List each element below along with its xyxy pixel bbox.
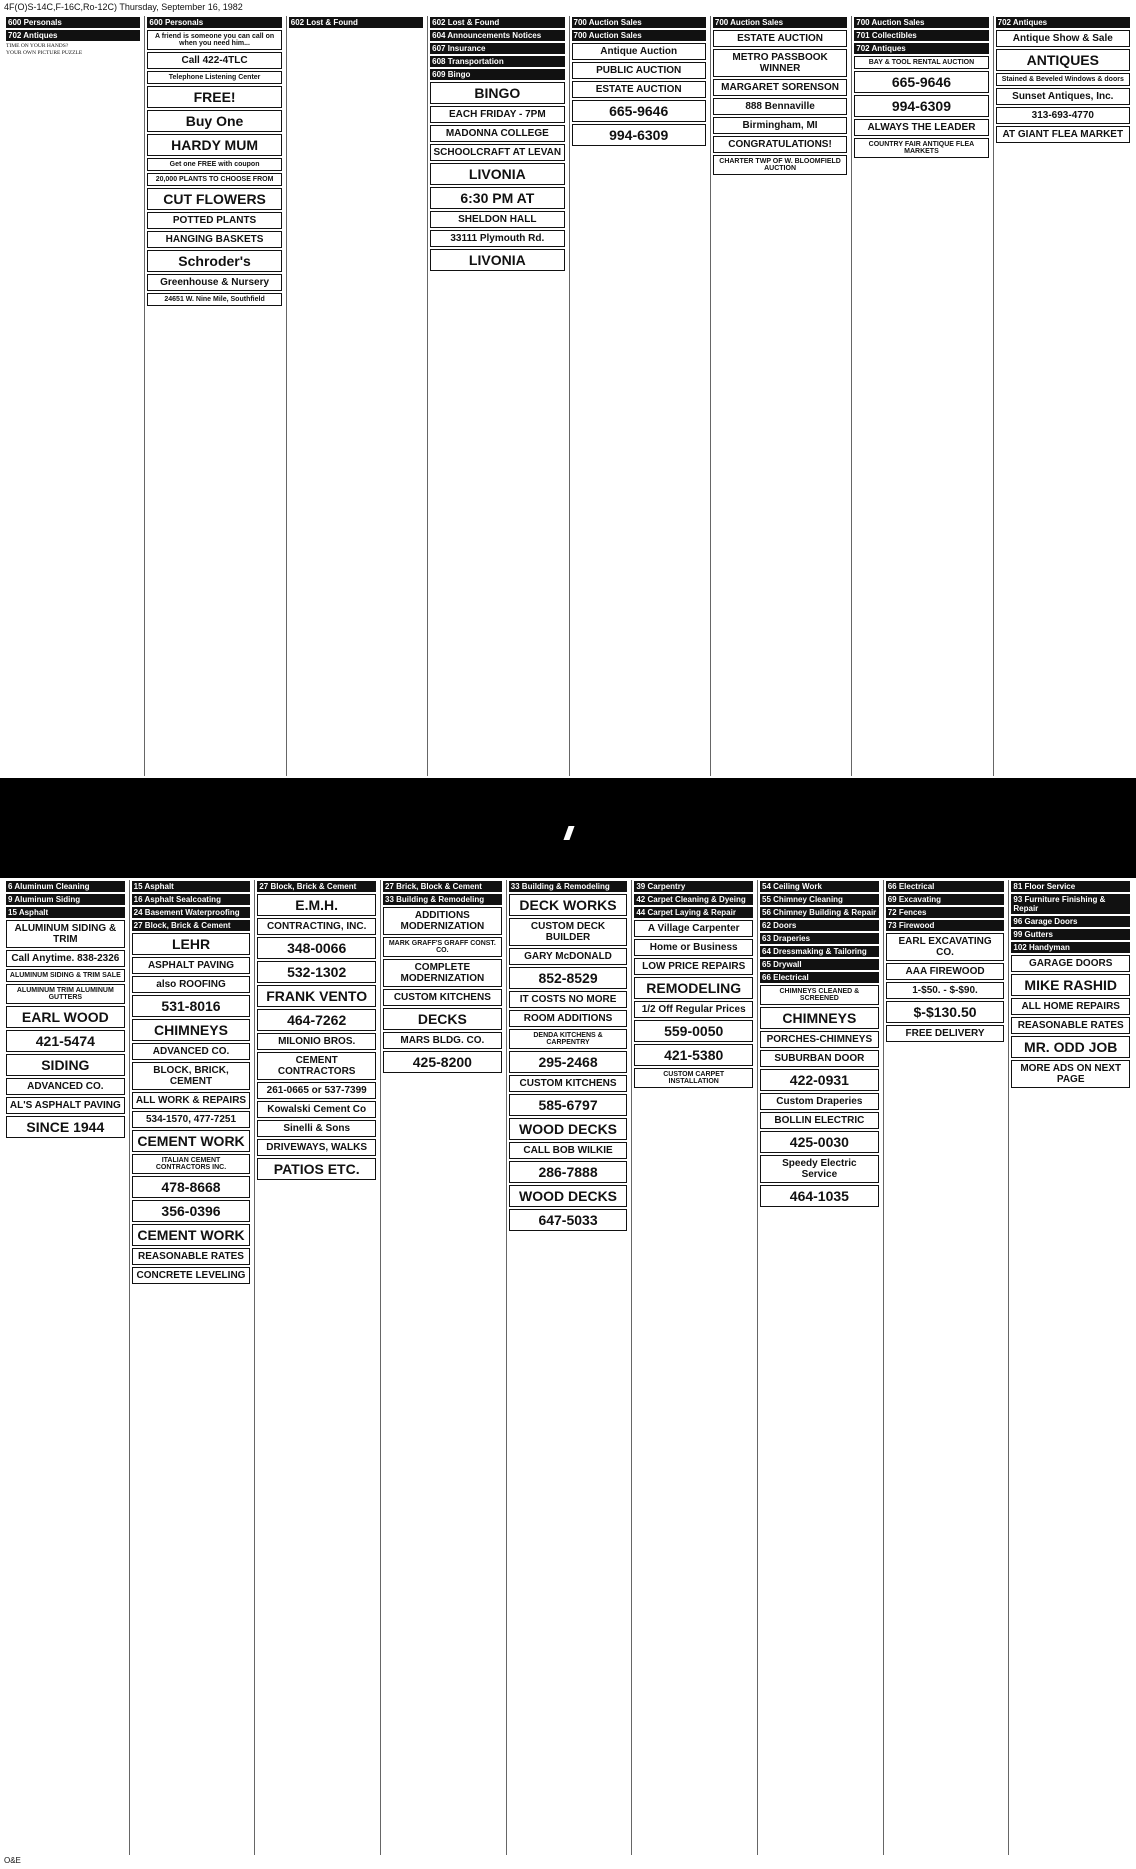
display-ad: METRO PASSBOOK WINNER <box>713 49 847 77</box>
display-ad: 425-0030 <box>760 1131 879 1153</box>
masthead-text: 4F(O)S-14C,F-16C,Ro-12C) Thursday, September 16, 1982 <box>4 2 243 12</box>
display-ad: 6:30 PM AT <box>430 187 564 209</box>
display-ad: 20,000 PLANTS TO CHOOSE FROM <box>147 173 281 186</box>
footer-text: O&E <box>4 1856 21 1865</box>
display-ad: Antique Auction <box>572 43 706 60</box>
display-ad: ALL HOME REPAIRS <box>1011 998 1130 1015</box>
display-ad: 585-6797 <box>509 1094 628 1116</box>
display-ad: Greenhouse & Nursery <box>147 274 281 291</box>
display-ad: Sunset Antiques, Inc. <box>996 88 1130 105</box>
top-column <box>427 16 566 776</box>
display-ad: Speedy Electric Service <box>760 1155 879 1183</box>
display-ad: ESTATE AUCTION <box>572 81 706 98</box>
display-ad: Antique Show & Sale <box>996 30 1130 47</box>
section-header: 602 Lost & Found <box>289 17 423 28</box>
display-ad: COMPLETE MODERNIZATION <box>383 959 502 987</box>
section-header: 33 Building & Remodeling <box>383 894 502 905</box>
display-ad: EARL EXCAVATING CO. <box>886 933 1005 961</box>
display-ad: CONGRATULATIONS! <box>713 136 847 153</box>
display-ad: CHARTER TWP OF W. BLOOMFIELD AUCTION <box>713 155 847 175</box>
display-ad: 464-7262 <box>257 1009 376 1031</box>
display-ad: DRIVEWAYS, WALKS <box>257 1139 376 1156</box>
page-footer <box>4 1856 21 1865</box>
masthead <box>4 2 1132 16</box>
display-ad: DENDA KITCHENS & CARPENTRY <box>509 1029 628 1049</box>
display-ad: Sinelli & Sons <box>257 1120 376 1137</box>
display-ad: IT COSTS NO MORE <box>509 991 628 1008</box>
display-ad: A Village Carpenter <box>634 920 753 937</box>
display-ad: AL'S ASPHALT PAVING <box>6 1097 125 1114</box>
display-ad: 286-7888 <box>509 1161 628 1183</box>
display-ad: 348-0066 <box>257 937 376 959</box>
display-ad: 421-5474 <box>6 1030 125 1052</box>
display-ad: BOLLIN ELECTRIC <box>760 1112 879 1129</box>
bottom-classifieds <box>4 880 1132 1855</box>
display-ad: Schroder's <box>147 250 281 272</box>
display-ad: LIVONIA <box>430 163 564 185</box>
display-ad: MARS BLDG. CO. <box>383 1032 502 1049</box>
display-ad: 261-0665 or 537-7399 <box>257 1082 376 1099</box>
display-ad: ESTATE AUCTION <box>713 30 847 47</box>
display-ad: 425-8200 <box>383 1051 502 1073</box>
section-header: 700 Auction Sales <box>572 30 706 41</box>
display-ad: HANGING BASKETS <box>147 231 281 248</box>
display-ad: CUSTOM KITCHENS <box>383 989 502 1006</box>
display-ad: 532-1302 <box>257 961 376 983</box>
section-header: 44 Carpet Laying & Repair <box>634 907 753 918</box>
display-ad: Custom Draperies <box>760 1093 879 1110</box>
display-ad: CALL BOB WILKIE <box>509 1142 628 1159</box>
section-header: 55 Chimney Cleaning <box>760 894 879 905</box>
display-ad: 295-2468 <box>509 1051 628 1073</box>
display-ad: MARK GRAFF'S GRAFF CONST. CO. <box>383 937 502 957</box>
top-column <box>851 16 990 776</box>
display-ad: CEMENT WORK <box>132 1130 251 1152</box>
section-header: 62 Doors <box>760 920 879 931</box>
top-column <box>710 16 849 776</box>
section-header: 701 Collectibles <box>854 30 988 41</box>
display-ad: 665-9646 <box>854 71 988 93</box>
section-header: 9 Aluminum Siding <box>6 894 125 905</box>
section-header: 72 Fences <box>886 907 1005 918</box>
display-ad: 313-693-4770 <box>996 107 1130 124</box>
bottom-column <box>254 880 378 1855</box>
display-ad: GARAGE DOORS <box>1011 955 1130 972</box>
section-header: 602 Lost & Found <box>430 17 564 28</box>
display-ad: 1/2 Off Regular Prices <box>634 1001 753 1018</box>
display-ad: CUSTOM DECK BUILDER <box>509 918 628 946</box>
display-ad: 994-6309 <box>854 95 988 117</box>
display-ad: HARDY MUM <box>147 134 281 156</box>
display-ad: ALL WORK & REPAIRS <box>132 1092 251 1109</box>
display-ad: 356-0396 <box>132 1200 251 1222</box>
display-ad: Telephone Listening Center <box>147 71 281 84</box>
display-ad: ALUMINUM SIDING & TRIM SALE <box>6 969 125 982</box>
bottom-column <box>129 880 253 1855</box>
section-header: 604 Announcements Notices <box>430 30 564 41</box>
display-ad: FREE! <box>147 86 281 108</box>
classified-note: YOUR OWN PICTURE PUZZLE <box>6 49 83 56</box>
display-ad: CONCRETE LEVELING <box>132 1267 251 1284</box>
display-ad: LOW PRICE REPAIRS <box>634 958 753 975</box>
section-header: 65 Drywall <box>760 959 879 970</box>
section-header: 600 Personals <box>147 17 281 28</box>
display-ad: MILONIO BROS. <box>257 1033 376 1050</box>
display-ad: ITALIAN CEMENT CONTRACTORS INC. <box>132 1154 251 1174</box>
section-header: 93 Furniture Finishing & Repair <box>1011 894 1130 914</box>
display-ad: Call 422-4TLC <box>147 52 281 69</box>
display-ad: also ROOFING <box>132 976 251 993</box>
display-ad: FREE DELIVERY <box>886 1025 1005 1042</box>
display-ad: EARL WOOD <box>6 1006 125 1028</box>
display-ad: DECKS <box>383 1008 502 1030</box>
display-ad: 531-8016 <box>132 995 251 1017</box>
display-ad: 647-5033 <box>509 1209 628 1231</box>
display-ad: Get one FREE with coupon <box>147 158 281 171</box>
section-header: 700 Auction Sales <box>713 17 847 28</box>
display-ad: MR. ODD JOB <box>1011 1036 1130 1058</box>
display-ad: Stained & Beveled Windows & doors <box>996 73 1130 86</box>
display-ad: CUSTOM KITCHENS <box>509 1075 628 1092</box>
display-ad: ROOM ADDITIONS <box>509 1010 628 1027</box>
top-column <box>4 16 142 776</box>
section-header: 69 Excavating <box>886 894 1005 905</box>
section-header: 56 Chimney Building & Repair <box>760 907 879 918</box>
display-ad: CONTRACTING, INC. <box>257 918 376 935</box>
display-ad: CHIMNEYS CLEANED & SCREENED <box>760 985 879 1005</box>
section-header: 99 Gutters <box>1011 929 1130 940</box>
display-ad: BINGO <box>430 82 564 104</box>
display-ad: 559-0050 <box>634 1020 753 1042</box>
display-ad: ADDITIONS MODERNIZATION <box>383 907 502 935</box>
display-ad: ASPHALT PAVING <box>132 957 251 974</box>
section-header: 700 Auction Sales <box>854 17 988 28</box>
display-ad: $-$130.50 <box>886 1001 1005 1023</box>
display-ad: PATIOS ETC. <box>257 1158 376 1180</box>
section-header: 608 Transportation <box>430 56 564 67</box>
display-ad: Kowalski Cement Co <box>257 1101 376 1118</box>
display-ad: BLOCK, BRICK, CEMENT <box>132 1062 251 1090</box>
section-header: 42 Carpet Cleaning & Dyeing <box>634 894 753 905</box>
section-header: 81 Floor Service <box>1011 881 1130 892</box>
bottom-column <box>1008 880 1132 1855</box>
section-header: 54 Ceiling Work <box>760 881 879 892</box>
display-ad: 994-6309 <box>572 124 706 146</box>
display-ad: LEHR <box>132 933 251 955</box>
display-ad: 665-9646 <box>572 100 706 122</box>
display-ad: A friend is someone you can call on when you need him... <box>147 30 281 50</box>
display-ad: MIKE RASHID <box>1011 974 1130 996</box>
display-ad: CUT FLOWERS <box>147 188 281 210</box>
section-header: 66 Electrical <box>760 972 879 983</box>
section-header: 33 Building & Remodeling <box>509 881 628 892</box>
display-ad: SIDING <box>6 1054 125 1076</box>
display-ad: MARGARET SORENSON <box>713 79 847 96</box>
bottom-column <box>883 880 1007 1855</box>
section-header: 27 Brick, Block & Cement <box>383 881 502 892</box>
bottom-column <box>4 880 127 1855</box>
section-header: 16 Asphalt Sealcoating <box>132 894 251 905</box>
display-ad: PORCHES-CHIMNEYS <box>760 1031 879 1048</box>
display-ad: ALWAYS THE LEADER <box>854 119 988 136</box>
display-ad: REASONABLE RATES <box>1011 1017 1130 1034</box>
display-ad: DECK WORKS <box>509 894 628 916</box>
display-ad: ANTIQUES <box>996 49 1130 71</box>
display-ad: Call Anytime. 838-2326 <box>6 950 125 967</box>
section-header: 702 Antiques <box>6 30 140 41</box>
bottom-column <box>631 880 755 1855</box>
display-ad: REMODELING <box>634 977 753 999</box>
display-ad: LIVONIA <box>430 249 564 271</box>
display-ad: WOOD DECKS <box>509 1118 628 1140</box>
section-header: 102 Handyman <box>1011 942 1130 953</box>
section-header: 27 Block, Brick & Cement <box>132 920 251 931</box>
display-ad: 534-1570, 477-7251 <box>132 1111 251 1128</box>
display-ad: MORE ADS ON NEXT PAGE <box>1011 1060 1130 1088</box>
display-ad: CUSTOM CARPET INSTALLATION <box>634 1068 753 1088</box>
display-ad: SCHOOLCRAFT AT LEVAN <box>430 144 564 161</box>
section-header: 96 Garage Doors <box>1011 916 1130 927</box>
top-column <box>144 16 283 776</box>
display-ad: 24651 W. Nine Mile, Southfield <box>147 293 281 306</box>
classified-note: TIME ON YOUR HANDS? <box>6 43 69 49</box>
display-ad: 852-8529 <box>509 967 628 989</box>
display-ad: ADVANCED CO. <box>132 1043 251 1060</box>
section-header: 15 Asphalt <box>6 907 125 918</box>
display-ad: 421-5380 <box>634 1044 753 1066</box>
section-header: 73 Firewood <box>886 920 1005 931</box>
top-classifieds <box>4 16 1132 776</box>
display-ad: 1-$50. - $-$90. <box>886 982 1005 999</box>
display-ad: CEMENT WORK <box>132 1224 251 1246</box>
section-header: 609 Bingo <box>430 69 564 80</box>
section-header: 6 Aluminum Cleaning <box>6 881 125 892</box>
display-ad: BAY & TOOL RENTAL AUCTION <box>854 56 988 69</box>
display-ad: COUNTRY FAIR ANTIQUE FLEA MARKETS <box>854 138 988 158</box>
display-ad: PUBLIC AUCTION <box>572 62 706 79</box>
display-ad: ALUMINUM SIDING & TRIM <box>6 920 125 948</box>
display-ad: ALUMINUM TRIM ALUMINUM GUTTERS <box>6 984 125 1004</box>
display-ad: CHIMNEYS <box>132 1019 251 1041</box>
section-header: 600 Personals <box>6 17 140 28</box>
display-ad: 422-0931 <box>760 1069 879 1091</box>
top-column <box>569 16 708 776</box>
display-ad: WOOD DECKS <box>509 1185 628 1207</box>
bottom-column <box>380 880 504 1855</box>
display-ad: MADONNA COLLEGE <box>430 125 564 142</box>
display-ad: 478-8668 <box>132 1176 251 1198</box>
section-header: 702 Antiques <box>996 17 1130 28</box>
display-ad: SHELDON HALL <box>430 211 564 228</box>
section-header: 27 Block, Brick & Cement <box>257 881 376 892</box>
display-ad: REASONABLE RATES <box>132 1248 251 1265</box>
section-header: 66 Electrical <box>886 881 1005 892</box>
display-ad: AAA FIREWOOD <box>886 963 1005 980</box>
top-column <box>286 16 425 776</box>
display-ad: FRANK VENTO <box>257 985 376 1007</box>
section-header: 63 Draperies <box>760 933 879 944</box>
top-column <box>993 16 1132 776</box>
section-header: 15 Asphalt <box>132 881 251 892</box>
section-header: 39 Carpentry <box>634 881 753 892</box>
display-ad: ADVANCED CO. <box>6 1078 125 1095</box>
section-header: 64 Dressmaking & Tailoring <box>760 946 879 957</box>
display-ad: 33111 Plymouth Rd. <box>430 230 564 247</box>
display-ad: CHIMNEYS <box>760 1007 879 1029</box>
bottom-column <box>757 880 881 1855</box>
display-ad: 464-1035 <box>760 1185 879 1207</box>
display-ad: 888 Bennaville <box>713 98 847 115</box>
display-ad: AT GIANT FLEA MARKET <box>996 126 1130 143</box>
display-ad: Home or Business <box>634 939 753 956</box>
bottom-column <box>506 880 630 1855</box>
section-header: 702 Antiques <box>854 43 988 54</box>
display-ad: E.M.H. <box>257 894 376 916</box>
display-ad: Buy One <box>147 110 281 132</box>
display-ad: EACH FRIDAY - 7PM <box>430 106 564 123</box>
section-header: 700 Auction Sales <box>572 17 706 28</box>
display-ad: CEMENT CONTRACTORS <box>257 1052 376 1080</box>
display-ad: POTTED PLANTS <box>147 212 281 229</box>
display-ad: SINCE 1944 <box>6 1116 125 1138</box>
section-header: 607 Insurance <box>430 43 564 54</box>
display-ad: SUBURBAN DOOR <box>760 1050 879 1067</box>
display-ad: GARY McDONALD <box>509 948 628 965</box>
display-ad: Birmingham, MI <box>713 117 847 134</box>
section-header: 24 Basement Waterproofing <box>132 907 251 918</box>
